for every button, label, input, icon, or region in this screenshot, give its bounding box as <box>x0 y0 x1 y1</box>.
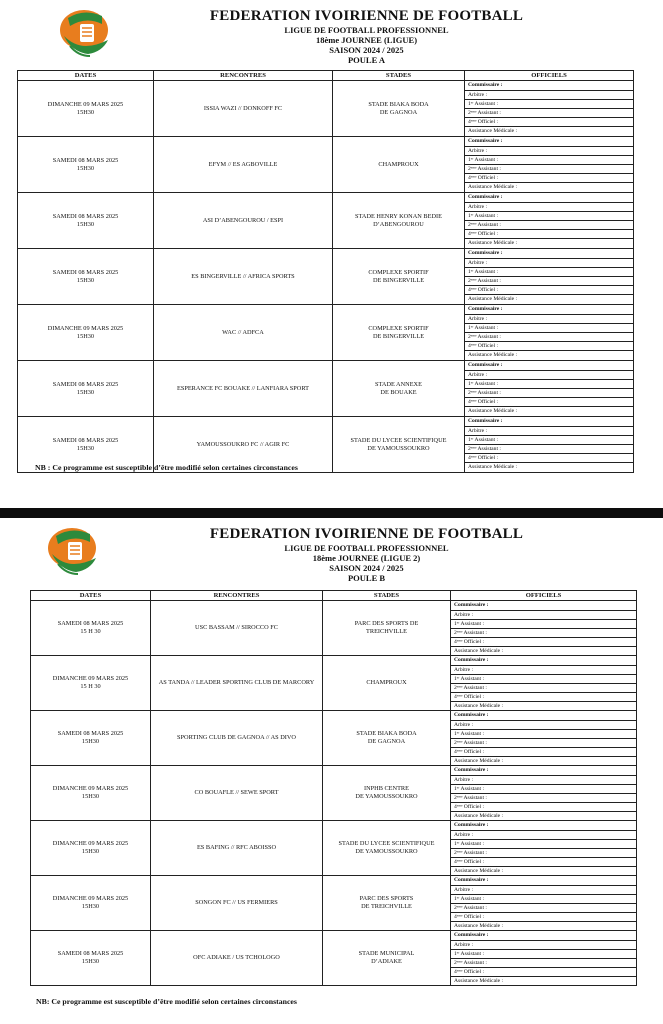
assistant-2-label: 2ᵉᵐᵉ Assistant : <box>451 683 636 692</box>
match-cell: ES BAFING // RFC ABOISSO <box>151 821 323 876</box>
arbitre-label: Arbitre : <box>465 314 633 323</box>
arbitre-label: Arbitre : <box>451 720 636 729</box>
officials-cell <box>465 137 634 193</box>
stadium-cell <box>333 361 465 417</box>
assistant-1-label: 1ᵉʳ Assistant : <box>451 729 636 738</box>
match-date: SAMEDI 08 MARS 2025 <box>52 268 119 276</box>
match-time: 15H30 <box>81 738 100 745</box>
column-header-stades: STADES <box>323 591 451 601</box>
table-row <box>18 361 634 417</box>
assistant-1-label: 1ᵉʳ Assistant : <box>465 323 633 332</box>
officiel-4-label: 4ᵉᵐᵉ Officiel : <box>451 857 636 866</box>
assistant-1-label: 1ᵉʳ Assistant : <box>451 894 636 903</box>
officials-cell <box>451 601 637 656</box>
federation-title: FEDERATION IVOIRIENNE DE FOOTBALL <box>209 8 524 24</box>
officials-cell <box>451 656 637 711</box>
stadium-line-2: DE GAGNOA <box>367 738 406 745</box>
stadium-line-1: PARC DES SPORTS <box>359 895 414 902</box>
medical-label: Assistance Médicale : <box>468 407 518 414</box>
officiel-4-label: 4ᵉᵐᵉ Officiel : <box>465 341 633 350</box>
date-cell <box>18 249 154 305</box>
match-cell: ES BINGERVILLE // AFRICA SPORTS <box>154 249 333 305</box>
stadium-cell <box>323 656 451 711</box>
arbitre-label: Arbitre : <box>465 426 633 435</box>
date-cell <box>31 821 151 876</box>
commissaire-label: Commissaire : <box>465 305 633 314</box>
arbitre-label: Arbitre : <box>451 940 636 949</box>
table-row <box>18 305 634 361</box>
stadium-line-2: DE BINGERVILLE <box>372 332 425 340</box>
date-cell <box>31 766 151 821</box>
match-time: 15H30 <box>81 958 100 965</box>
stadium-line-2: DE TREICHVILLE <box>361 903 412 910</box>
match-date: SAMEDI 08 MARS 2025 <box>57 950 124 957</box>
officiel-4-label: 4ᵉᵐᵉ Officiel : <box>465 117 633 126</box>
match-date: DIMANCHE 09 MARS 2025 <box>52 895 129 902</box>
medical-label: Assistance Médicale : <box>468 351 518 358</box>
stadium-line-2: D’ADIAKE <box>371 958 402 965</box>
match-cell: YAMOUSSOUKRO FC // AGIR FC <box>154 417 333 473</box>
officiel-4-label: 4ᵉᵐᵉ Officiel : <box>451 967 636 976</box>
commissaire-label: Commissaire : <box>451 711 636 720</box>
assistant-1-label: 1ᵉʳ Assistant : <box>451 839 636 848</box>
schedule-table <box>30 590 637 986</box>
stadium-cell <box>333 81 465 137</box>
match-date: DIMANCHE 09 MARS 2025 <box>47 324 124 332</box>
arbitre-label: Arbitre : <box>451 885 636 894</box>
commissaire-label: Commissaire : <box>465 249 633 258</box>
stadium-cell <box>333 193 465 249</box>
date-cell <box>18 81 154 137</box>
stadium-cell <box>333 417 465 473</box>
match-time: 15H30 <box>81 793 100 800</box>
match-cell: ASI D’ABENGOUROU / ESPI <box>154 193 333 249</box>
stadium-line-1: STADE MUNICIPAL <box>358 950 415 957</box>
officiel-4-label: 4ᵉᵐᵉ Officiel : <box>451 692 636 701</box>
medical-label: Assistance Médicale : <box>454 867 504 874</box>
stadium-line-1: CHAMPROUX <box>366 679 407 686</box>
match-cell: SONGON FC // US FERMIERS <box>151 876 323 931</box>
table-row <box>31 656 637 711</box>
column-header-rencontres: RENCONTRES <box>151 591 323 601</box>
medical-label: Assistance Médicale : <box>468 183 518 190</box>
document-header <box>0 8 663 65</box>
match-time: 15H30 <box>76 220 95 228</box>
table-row <box>31 766 637 821</box>
stadium-line-1: STADE DU LYCEE SCIENTIFIQUE <box>350 436 447 444</box>
assistant-2-label: 2ᵉᵐᵉ Assistant : <box>465 220 633 229</box>
officials-list <box>451 656 636 710</box>
medical-label: Assistance Médicale : <box>454 702 504 709</box>
table-row <box>31 601 637 656</box>
stadium-cell <box>323 766 451 821</box>
match-date: DIMANCHE 09 MARS 2025 <box>52 840 129 847</box>
officiel-4-label: 4ᵉᵐᵉ Officiel : <box>465 453 633 462</box>
table-row <box>18 193 634 249</box>
assistant-1-label: 1ᵉʳ Assistant : <box>465 435 633 444</box>
match-date: SAMEDI 08 MARS 2025 <box>52 436 119 444</box>
column-header-rencontres: RENCONTRES <box>154 71 333 81</box>
officials-list <box>465 81 633 135</box>
arbitre-label: Arbitre : <box>465 90 633 99</box>
pool-label: POULE B <box>347 573 386 583</box>
match-date: SAMEDI 08 MARS 2025 <box>57 620 124 627</box>
match-date: DIMANCHE 09 MARS 2025 <box>52 785 129 792</box>
schedule-table <box>17 70 634 473</box>
officiel-4-label: 4ᵉᵐᵉ Officiel : <box>465 285 633 294</box>
officials-cell <box>451 766 637 821</box>
arbitre-label: Arbitre : <box>451 775 636 784</box>
assistant-1-label: 1ᵉʳ Assistant : <box>451 674 636 683</box>
medical-label: Assistance Médicale : <box>454 977 504 984</box>
arbitre-label: Arbitre : <box>451 665 636 674</box>
assistant-1-label: 1ᵉʳ Assistant : <box>465 211 633 220</box>
arbitre-label: Arbitre : <box>465 258 633 267</box>
match-time: 15H30 <box>76 276 95 284</box>
assistant-2-label: 2ᵉᵐᵉ Assistant : <box>451 848 636 857</box>
officiel-4-label: 4ᵉᵐᵉ Officiel : <box>451 747 636 756</box>
commissaire-label: Commissaire : <box>451 656 636 665</box>
commissaire-label: Commissaire : <box>451 601 636 610</box>
table-row <box>31 931 637 986</box>
officials-list <box>451 711 636 765</box>
officiel-4-label: 4ᵉᵐᵉ Officiel : <box>451 802 636 811</box>
match-time: 15H30 <box>76 388 95 396</box>
stadium-cell <box>323 931 451 986</box>
stadium-line-1: STADE HENRY KONAN BEDIE <box>355 212 442 220</box>
match-time: 15H30 <box>81 848 100 855</box>
federation-title: FEDERATION IVOIRIENNE DE FOOTBALL <box>209 526 524 542</box>
match-date: SAMEDI 08 MARS 2025 <box>57 730 124 737</box>
match-date: SAMEDI 08 MARS 2025 <box>52 212 119 220</box>
assistant-1-label: 1ᵉʳ Assistant : <box>465 379 633 388</box>
stadium-cell <box>333 249 465 305</box>
officials-list <box>465 193 633 247</box>
officiel-4-label: 4ᵉᵐᵉ Officiel : <box>451 912 636 921</box>
table-row <box>18 81 634 137</box>
stadium-line-1: STADE BIAKA BODA <box>368 100 429 108</box>
match-time: 15H30 <box>76 164 95 172</box>
assistant-1-label: 1ᵉʳ Assistant : <box>465 155 633 164</box>
match-time: 15H30 <box>76 332 95 340</box>
stadium-line-2: DE GAGNOA <box>379 108 418 116</box>
date-cell <box>18 137 154 193</box>
assistant-1-label: 1ᵉʳ Assistant : <box>451 784 636 793</box>
match-cell: ISSIA WAZI // DONKOFF FC <box>154 81 333 137</box>
officials-list <box>451 876 636 930</box>
medical-label: Assistance Médicale : <box>468 239 518 246</box>
officials-cell <box>451 931 637 986</box>
officials-cell <box>465 193 634 249</box>
document-header <box>0 526 663 583</box>
stadium-line-1: INPHB CENTRE <box>364 785 409 792</box>
disclaimer-note: NB: Ce programme est susceptible d’être modifié selon certaines circonstances <box>36 997 297 1006</box>
arbitre-label: Arbitre : <box>465 202 633 211</box>
assistant-1-label: 1ᵉʳ Assistant : <box>451 949 636 958</box>
assistant-2-label: 2ᵉᵐᵉ Assistant : <box>451 958 636 967</box>
date-cell <box>31 931 151 986</box>
date-cell <box>31 876 151 931</box>
medical-label: Assistance Médicale : <box>468 127 518 134</box>
stadium-line-1: PARC DES SPORTS DE <box>354 620 419 627</box>
stadium-line-2: DE BOUAKE <box>380 388 417 396</box>
assistant-2-label: 2ᵉᵐᵉ Assistant : <box>451 903 636 912</box>
assistant-2-label: 2ᵉᵐᵉ Assistant : <box>465 444 633 453</box>
officials-list <box>451 931 636 985</box>
match-date: SAMEDI 08 MARS 2025 <box>52 156 119 164</box>
stadium-line-1: CHAMPROUX <box>378 160 419 168</box>
match-time: 15 H 30 <box>80 683 101 690</box>
table-header-row <box>18 71 634 81</box>
column-header-officiels: OFFICIELS <box>465 71 634 81</box>
stadium-line-1: COMPLEXE SPORTIF <box>368 268 429 276</box>
league-name: LIGUE DE FOOTBALL PROFESSIONNEL <box>284 543 449 553</box>
pool-label: POULE A <box>347 55 386 65</box>
date-cell <box>31 601 151 656</box>
stadium-line-2: DE YAMOUSSOUKRO <box>355 793 418 800</box>
officials-list <box>465 361 633 415</box>
stadium-line-1: STADE ANNEXE <box>375 380 422 388</box>
date-cell <box>18 193 154 249</box>
column-header-stades: STADES <box>333 71 465 81</box>
date-cell <box>18 305 154 361</box>
medical-label: Assistance Médicale : <box>468 463 518 470</box>
stadium-cell <box>323 601 451 656</box>
stadium-cell <box>333 305 465 361</box>
assistant-1-label: 1ᵉʳ Assistant : <box>465 99 633 108</box>
match-date: SAMEDI 08 MARS 2025 <box>52 380 119 388</box>
date-cell <box>18 361 154 417</box>
commissaire-label: Commissaire : <box>465 81 633 90</box>
officials-cell <box>465 305 634 361</box>
officials-list <box>465 249 633 303</box>
match-time: 15H30 <box>81 903 100 910</box>
match-cell: OFC ADIAKE / US TCHOLOGO <box>151 931 323 986</box>
officials-cell <box>451 711 637 766</box>
officiel-4-label: 4ᵉᵐᵉ Officiel : <box>465 229 633 238</box>
officials-list <box>451 601 636 655</box>
commissaire-label: Commissaire : <box>451 766 636 775</box>
commissaire-label: Commissaire : <box>451 876 636 885</box>
medical-label: Assistance Médicale : <box>454 757 504 764</box>
assistant-2-label: 2ᵉᵐᵉ Assistant : <box>451 628 636 637</box>
commissaire-label: Commissaire : <box>465 417 633 426</box>
officials-list <box>451 821 636 875</box>
stadium-line-1: COMPLEXE SPORTIF <box>368 324 429 332</box>
assistant-2-label: 2ᵉᵐᵉ Assistant : <box>465 276 633 285</box>
officials-list <box>465 305 633 359</box>
medical-label: Assistance Médicale : <box>468 295 518 302</box>
match-cell: ESPERANCE FC BOUAKE // LANFIARA SPORT <box>154 361 333 417</box>
officiel-4-label: 4ᵉᵐᵉ Officiel : <box>465 173 633 182</box>
stadium-cell <box>323 876 451 931</box>
medical-label: Assistance Médicale : <box>454 922 504 929</box>
table-row <box>18 249 634 305</box>
stadium-cell <box>333 137 465 193</box>
arbitre-label: Arbitre : <box>465 370 633 379</box>
schedule-page-poule-b <box>0 518 663 1024</box>
table-header-row <box>31 591 637 601</box>
date-cell <box>31 711 151 766</box>
table-row <box>18 137 634 193</box>
column-header-dates: DATES <box>31 591 151 601</box>
stadium-line-1: STADE DU LYCEE SCIENTIFIQUE <box>338 840 435 847</box>
commissaire-label: Commissaire : <box>451 821 636 830</box>
column-header-dates: DATES <box>18 71 154 81</box>
season-label: SAISON 2024 / 2025 <box>329 563 404 573</box>
officials-list <box>451 766 636 820</box>
match-cell: WAC // ADFCA <box>154 305 333 361</box>
match-time: 15H30 <box>76 108 95 116</box>
officials-cell <box>465 361 634 417</box>
stadium-cell <box>323 711 451 766</box>
match-time: 15H30 <box>76 444 95 452</box>
officials-list <box>465 417 633 471</box>
stadium-line-1: STADE BIAKA BODA <box>356 730 417 737</box>
assistant-2-label: 2ᵉᵐᵉ Assistant : <box>465 164 633 173</box>
officials-cell <box>465 81 634 137</box>
match-date: DIMANCHE 09 MARS 2025 <box>47 100 124 108</box>
disclaimer-note: NB : Ce programme est susceptible d’être modifié selon certaines circonstances <box>35 463 298 472</box>
stadium-line-2: D’ABENGOUROU <box>373 220 424 228</box>
officiel-4-label: 4ᵉᵐᵉ Officiel : <box>465 397 633 406</box>
season-label: SAISON 2024 / 2025 <box>329 45 404 55</box>
table-row <box>31 711 637 766</box>
officials-cell <box>451 876 637 931</box>
officials-cell <box>465 417 634 473</box>
commissaire-label: Commissaire : <box>465 361 633 370</box>
column-header-officiels: OFFICIELS <box>451 591 637 601</box>
arbitre-label: Arbitre : <box>465 146 633 155</box>
medical-label: Assistance Médicale : <box>454 812 504 819</box>
match-cell: EFYM // ES AGBOVILLE <box>154 137 333 193</box>
table-row <box>31 876 637 931</box>
match-cell: USC BASSAM // SIROCCO FC <box>151 601 323 656</box>
stadium-cell <box>323 821 451 876</box>
stadium-line-2: DE YAMOUSSOUKRO <box>367 444 430 452</box>
assistant-2-label: 2ᵉᵐᵉ Assistant : <box>465 108 633 117</box>
page-divider <box>0 508 663 518</box>
stadium-line-2: TREICHVILLE <box>366 628 407 635</box>
date-cell <box>31 656 151 711</box>
commissaire-label: Commissaire : <box>465 193 633 202</box>
journee-label: 18ème JOURNEE (LIGUE 2) <box>312 553 421 563</box>
match-cell: SPORTING CLUB DE GAGNOA // AS DIVO <box>151 711 323 766</box>
assistant-2-label: 2ᵉᵐᵉ Assistant : <box>465 388 633 397</box>
journee-label: 18ème JOURNEE (LIGUE) <box>315 35 418 45</box>
commissaire-label: Commissaire : <box>465 137 633 146</box>
assistant-2-label: 2ᵉᵐᵉ Assistant : <box>451 738 636 747</box>
officials-cell <box>465 249 634 305</box>
officials-list <box>465 137 633 191</box>
match-cell: AS TANDA // LEADER SPORTING CLUB DE MARCORY <box>151 656 323 711</box>
stadium-line-2: DE YAMOUSSOUKRO <box>355 848 418 855</box>
medical-label: Assistance Médicale : <box>454 647 504 654</box>
match-date: DIMANCHE 09 MARS 2025 <box>52 675 129 682</box>
table-row <box>31 821 637 876</box>
assistant-2-label: 2ᵉᵐᵉ Assistant : <box>465 332 633 341</box>
match-cell: CO BOUAFLE // SEWE SPORT <box>151 766 323 821</box>
stadium-line-2: DE BINGERVILLE <box>372 276 425 284</box>
officials-cell <box>451 821 637 876</box>
league-name: LIGUE DE FOOTBALL PROFESSIONNEL <box>284 25 449 35</box>
assistant-2-label: 2ᵉᵐᵉ Assistant : <box>451 793 636 802</box>
commissaire-label: Commissaire : <box>451 931 636 940</box>
officiel-4-label: 4ᵉᵐᵉ Officiel : <box>451 637 636 646</box>
assistant-1-label: 1ᵉʳ Assistant : <box>451 619 636 628</box>
match-time: 15 H 30 <box>80 628 101 635</box>
arbitre-label: Arbitre : <box>451 610 636 619</box>
arbitre-label: Arbitre : <box>451 830 636 839</box>
assistant-1-label: 1ᵉʳ Assistant : <box>465 267 633 276</box>
